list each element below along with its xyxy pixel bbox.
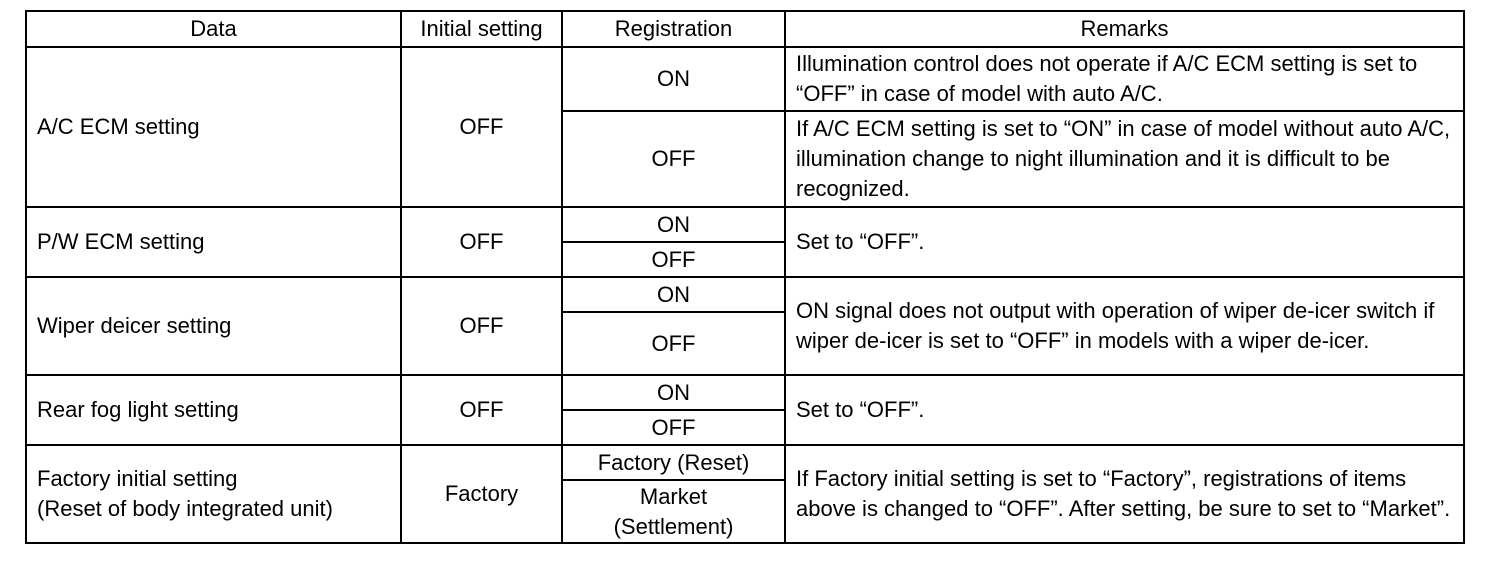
factory-initial-reg-market — [562, 480, 785, 543]
ac-ecm-reg-off: OFF — [562, 111, 785, 207]
table-row — [26, 47, 1464, 111]
ac-ecm-reg-on: ON — [562, 47, 785, 111]
ac-ecm-initial: OFF — [401, 47, 562, 207]
rear-fog-remark: Set to “OFF”. — [785, 375, 1464, 445]
wiper-deicer-initial: OFF — [401, 277, 562, 375]
header-registration: Registration — [562, 11, 785, 47]
ac-ecm-remark-on: Illumination control does not operate if A/C ECM setting is set to “OFF” in case of model with auto A/C. — [785, 47, 1464, 111]
factory-initial-data-line1: Factory initial setting — [37, 466, 238, 491]
factory-initial-data-line2: (Reset of body integrated unit) — [37, 496, 333, 521]
wiper-deicer-data: Wiper deicer setting — [26, 277, 401, 375]
rear-fog-initial: OFF — [401, 375, 562, 445]
table-row — [26, 375, 1464, 410]
wiper-deicer-remark: ON signal does not output with operation of wiper de-icer switch if wiper de-icer is set to “OFF” in models with a wiper de-icer. — [785, 277, 1464, 375]
factory-initial-reg-market-line2: (Settlement) — [613, 513, 734, 539]
header-remarks: Remarks — [785, 11, 1464, 47]
table-row — [26, 445, 1464, 480]
rear-fog-reg-on: ON — [562, 375, 785, 410]
header-initial-setting: Initial setting — [401, 11, 562, 47]
ac-ecm-data: A/C ECM setting — [26, 47, 401, 207]
wiper-deicer-reg-off: OFF — [562, 312, 785, 375]
header-row — [26, 11, 1464, 47]
table-row — [26, 277, 1464, 312]
pw-ecm-data: P/W ECM setting — [26, 207, 401, 277]
rear-fog-data: Rear fog light setting — [26, 375, 401, 445]
factory-initial-reg-factory: Factory (Reset) — [562, 445, 785, 480]
wiper-deicer-reg-on: ON — [562, 277, 785, 312]
settings-table — [25, 10, 1465, 544]
pw-ecm-remark: Set to “OFF”. — [785, 207, 1464, 277]
table-row — [26, 207, 1464, 242]
pw-ecm-reg-on: ON — [562, 207, 785, 242]
ac-ecm-remark-off: If A/C ECM setting is set to “ON” in case of model without auto A/C, illumination change to night illumination and it is difficult to be recognized. — [785, 111, 1464, 207]
factory-initial-remark: If Factory initial setting is set to “Factory”, registrations of items above is changed to “OFF”. After setting, be sure to set to “Market”. — [785, 445, 1464, 543]
rear-fog-reg-off: OFF — [562, 410, 785, 445]
pw-ecm-initial: OFF — [401, 207, 562, 277]
factory-initial-data — [26, 445, 401, 543]
factory-initial-initial: Factory — [401, 445, 562, 543]
header-data: Data — [26, 11, 401, 47]
factory-initial-reg-market-line1: Market — [639, 483, 708, 509]
pw-ecm-reg-off: OFF — [562, 242, 785, 277]
